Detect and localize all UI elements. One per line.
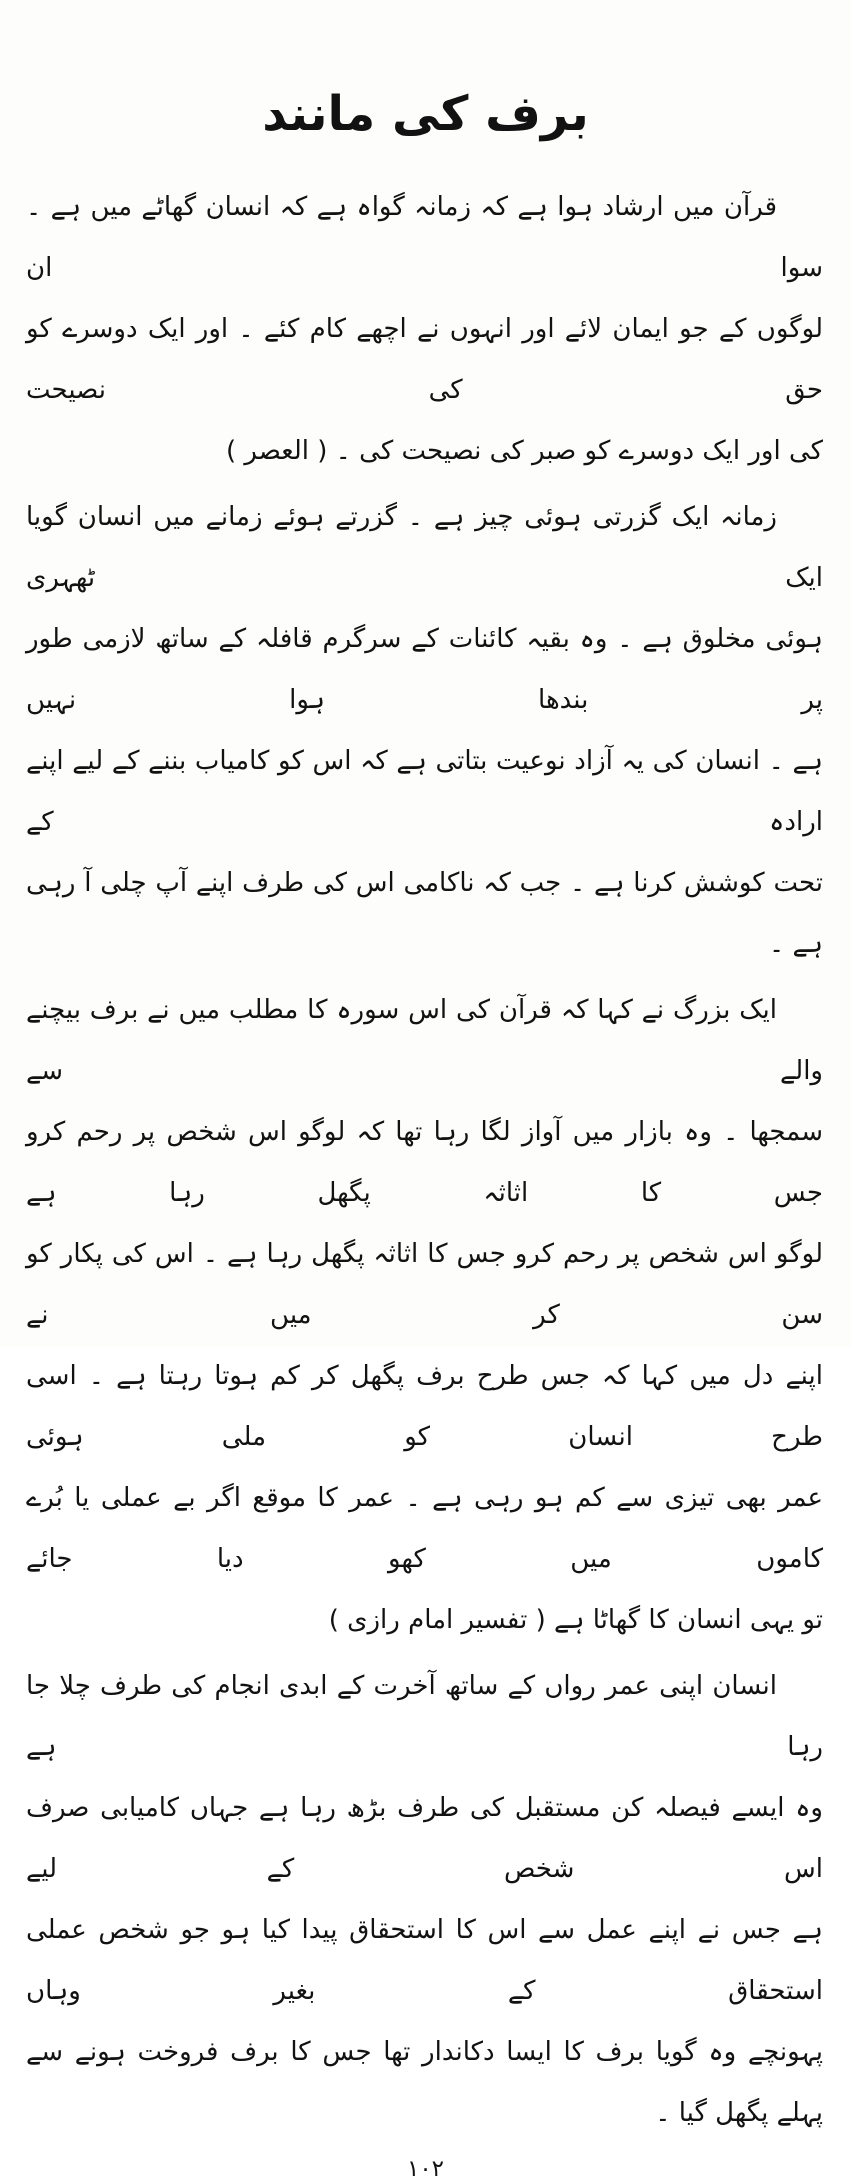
text-line: ہوئی مخلوق ہے ۔ وہ بقیہ کائنات کے سرگرم قافلہ کے ساتھ لازمی طور پر بندھا ہوا نہیں (26, 623, 823, 715)
text-line: لوگوں کے جو ایمان لائے اور انہوں نے اچھے کام کئے ۔ اور ایک دوسرے کو حق کی نصیحت (26, 313, 823, 405)
text-line: ہے ۔ انسان کی یہ آزاد نوعیت بتاتی ہے کہ اس کو کامیاب بننے کے لیے اپنے ارادہ کے (26, 745, 823, 837)
text-line: وہ ایسے فیصلہ کن مستقبل کی طرف بڑھ رہا ہے جہاں کامیابی صرف اس شخص کے لیے (26, 1792, 823, 1884)
text-line: تو یہی انسان کا گھاٹا ہے ( تفسیر امام رازی ) (328, 1604, 823, 1635)
page-title: برف کی مانند (262, 86, 589, 142)
paragraph-time-passing (26, 487, 823, 975)
text-line: سمجھا ۔ وہ بازار میں آواز لگا رہا تھا کہ لوگو اس شخص پر رحم کرو جس کا اثاثہ پگھل رہا ہے (26, 1116, 823, 1208)
text-line: قرآن میں ارشاد ہوا ہے کہ زمانہ گواہ ہے کہ انسان گھاٹے میں ہے ۔ سوا ان (26, 191, 823, 283)
text-line: کی اور ایک دوسرے کو صبر کی نصیحت کی ۔ ( العصر ) (225, 435, 823, 466)
text-line: ہے جس نے اپنے عمل سے اس کا استحقاق پیدا کیا ہو جو شخص عملی استحقاق کے بغیر وہاں (26, 1914, 823, 2006)
text-line: ایک بزرگ نے کہا کہ قرآن کی اس سورہ کا مطلب میں نے برف بیچنے والے سے (26, 994, 823, 1086)
text-line: عمر بھی تیزی سے کم ہو رہی ہے ۔ عمر کا موقع اگر بے عملی یا بُرے کاموں میں کھو دیا جائے (26, 1482, 823, 1574)
page-body (0, 153, 851, 2144)
text-line: اپنے دل میں کہا کہ جس طرح برف پگھل کر کم ہوتا رہتا ہے ۔ اسی طرح انسان کو ملی ہوئی (26, 1360, 823, 1452)
text-line: لوگو اس شخص پر رحم کرو جس کا اثاثہ پگھل رہا ہے ۔ اس کی پکار کو سن کر میں نے (26, 1238, 823, 1330)
paragraph-conclusion (26, 1656, 823, 2144)
page-number: ۱۰۲ (406, 2155, 445, 2182)
text-line: انسان اپنی عمر رواں کے ساتھ آخرت کے ابدی انجام کی طرف چلا جا رہا ہے (26, 1670, 823, 1762)
text-line: زمانہ ایک گزرتی ہوئی چیز ہے ۔ گزرتے ہوئے زمانے میں انسان گویا ایک ٹھہری (26, 501, 823, 593)
paragraph-quran-quote (26, 177, 823, 482)
paragraph-ice-seller-story (26, 980, 823, 1651)
text-line: پہونچے وہ گویا برف کا ایسا دکاندار تھا جس کا برف فروخت ہونے سے پہلے پگھل گیا ۔ (26, 2036, 823, 2128)
text-line: تحت کوشش کرنا ہے ۔ جب کہ ناکامی اس کی طرف اپنے آپ چلی آ رہی ہے ۔ (26, 867, 823, 959)
